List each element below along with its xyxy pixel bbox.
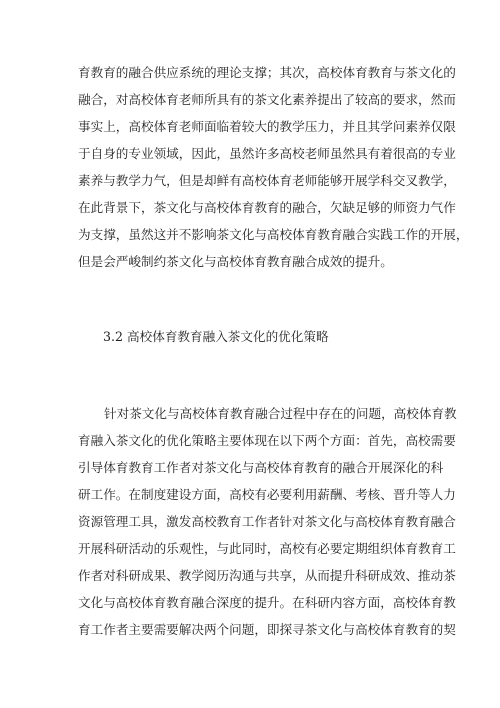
- paragraph-2-line-7: 作者对科研成果、教学阅历沟通与共享，从而提升科研成效、推动茶: [78, 568, 456, 583]
- paragraph-1-line-6: 在此背景下，茶文化与高校体育教育的融合，欠缺足够的师资力气作: [78, 200, 456, 215]
- paragraph-2-line-3: 引导体育教育工作者对茶文化与高校体育教育的融合开展深化的科: [78, 460, 444, 475]
- paragraph-1-line-2: 融合，对高校体育老师所具有的茶文化素养提出了较高的要求，然而: [78, 92, 456, 107]
- paragraph-1-line-4: 于自身的专业领域，因此，虽然许多高校老师虽然具有着很高的专业: [78, 146, 456, 161]
- paragraph-2-line-1: 针对茶文化与高校体育教育融合过程中存在的问题，高校体育教: [104, 406, 457, 421]
- paragraph-2-line-9: 育工作者主要需要解决两个问题，即探寻茶文化与高校体育教育的契: [78, 622, 456, 637]
- paragraph-2-line-2: 育融入茶文化的优化策略主要体现在以下两个方面：首先，高校需要: [78, 433, 456, 448]
- paragraph-2-line-5: 资源管理工具，激发高校教育工作者针对茶文化与高校体育教育融合: [78, 514, 456, 529]
- paragraph-2-line-4: 研工作。在制度建设方面，高校有必要利用薪酬、考核、晋升等人力: [78, 487, 456, 502]
- section-heading: 3.2 高校体育教育融入茶文化的优化策略: [103, 329, 329, 344]
- paragraph-1-line-1: 育教育的融合供应系统的理论支撑；其次，高校体育教育与茶文化的: [78, 65, 456, 80]
- paragraph-2-line-8: 文化与高校体育教育融合深度的提升。在科研内容方面，高校体育教: [78, 595, 456, 610]
- paragraph-2-line-6: 开展科研活动的乐观性，与此同时，高校有必要定期组织体育教育工: [78, 541, 456, 556]
- paragraph-1-line-7: 为支撑，虽然这并不影响茶文化与高校体育教育融合实践工作的开展，: [78, 227, 469, 242]
- paragraph-1-line-8: 但是会严峻制约茶文化与高校体育教育融合成效的提升。: [78, 254, 393, 269]
- paragraph-1-line-3: 事实上，高校体育老师面临着较大的教学压力，并且其学问素养仅限: [78, 119, 456, 134]
- paragraph-1-line-5: 素养与教学力气，但是却鲜有高校体育老师能够开展学科交叉教学，: [78, 173, 456, 188]
